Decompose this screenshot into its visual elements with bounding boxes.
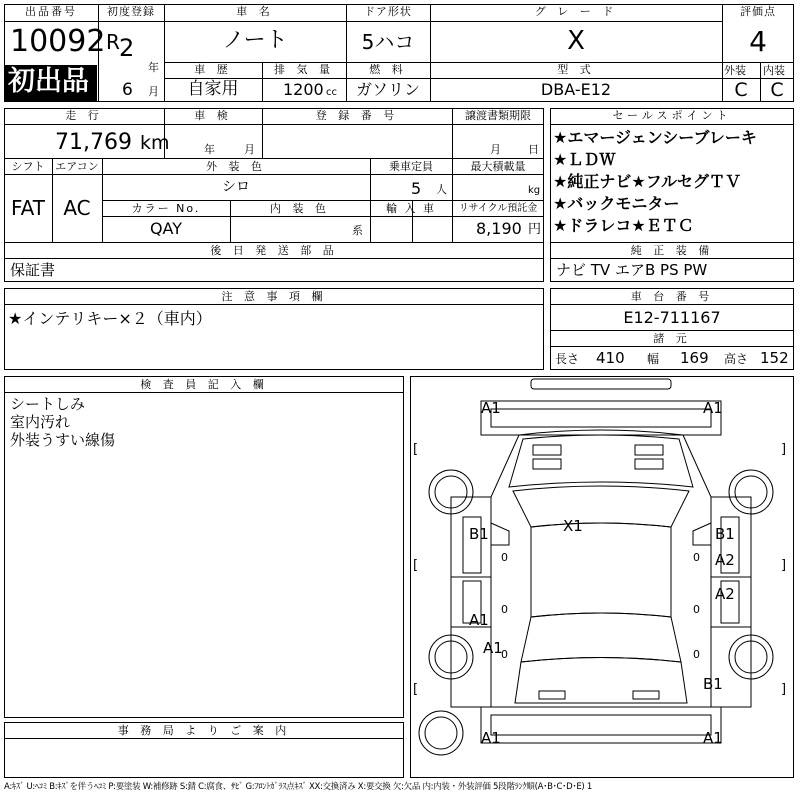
score-value: 4	[749, 25, 767, 58]
zero-mark: 0	[693, 551, 700, 564]
inspector-line: 外装うすい線傷	[10, 431, 116, 449]
door-type: 5ハコ	[361, 30, 415, 54]
history-value: 自家用	[187, 79, 239, 99]
max-load-label: 最大積載量	[470, 160, 526, 173]
mileage-label: 走 行	[65, 109, 103, 122]
zero-mark: 0	[693, 603, 700, 616]
era-letter: R	[106, 30, 120, 54]
color-no-value: QAY	[149, 219, 183, 238]
lot-label: 出品番号	[25, 5, 77, 18]
sales-points-label: セールスポイント	[612, 109, 732, 122]
displacement-unit: cc	[326, 87, 337, 98]
import-label: 輸 入 車	[386, 202, 436, 215]
displacement-value: 1200	[283, 80, 324, 99]
chassis-number: E12-711167	[623, 308, 721, 327]
mark-rear-right: A1	[703, 729, 723, 747]
score-label: 評価点	[740, 5, 776, 18]
model-value: DBA-E12	[540, 80, 612, 99]
mark-rear-left: A1	[481, 729, 501, 747]
inspection-month-unit: 月	[244, 143, 255, 156]
sales-point-item: ★エマージェンシーブレーキ	[553, 128, 757, 147]
recycle-unit: 円	[528, 222, 542, 237]
year-unit: 年	[148, 61, 159, 74]
aircon-label: エアコン	[55, 160, 99, 173]
bracket-mark: [	[413, 442, 419, 457]
mark-right-front-door-2: A2	[715, 551, 735, 569]
sales-point-item: ★純正ナビ★フルセグＴＶ	[553, 172, 742, 191]
exterior-grade: C	[734, 79, 748, 101]
inspector-label: 検 査 員 記 入 欄	[140, 378, 268, 391]
equipment-value: ナビ TV エアB PS PW	[556, 261, 708, 279]
capacity-unit: 人	[436, 183, 447, 196]
later-parts-value: 保証書	[10, 261, 56, 279]
interior-grade: C	[770, 79, 784, 101]
inspector-line: シートしみ	[10, 395, 86, 413]
color-no-label: カラー No.	[131, 202, 201, 215]
mark-left-rear-fender: A1	[483, 639, 503, 657]
zero-mark: 0	[501, 603, 508, 616]
sales-point-item: ★バックモニター	[553, 194, 680, 213]
office-label: 事 務 局 よ り ご 案 内	[117, 724, 291, 737]
width-value: 169	[680, 349, 709, 367]
first-reg-year: 2	[119, 34, 135, 62]
int-color-label: 内 装 色	[270, 202, 330, 215]
mileage-value: 71,769	[55, 130, 132, 155]
inspector-line: 室内汚れ	[10, 413, 71, 431]
mileage-unit: km	[140, 132, 170, 154]
reg-number-label: 登 録 番 号	[315, 109, 399, 122]
int-color-unit: 系	[352, 224, 363, 237]
recycle-label: リサイクル預託金	[458, 203, 538, 214]
bracket-mark: ]	[781, 442, 787, 457]
mark-front-right: A1	[703, 399, 723, 417]
zero-mark: 0	[501, 551, 508, 564]
inspection-label: 車 検	[194, 109, 232, 122]
car-name-label: 車 名	[236, 5, 274, 18]
model-label: 型 式	[557, 63, 595, 76]
first-reg-month: 6	[122, 80, 133, 100]
capacity-label: 乗車定員	[389, 160, 433, 173]
ext-color-label: 外 装 色	[206, 160, 266, 173]
displacement-label: 排 気 量	[274, 63, 334, 76]
shift-value: FAT	[10, 196, 45, 220]
dimensions-label: 諸 元	[653, 332, 691, 345]
mark-left-rear-door: A1	[469, 611, 489, 629]
deadline-month-unit: 月	[490, 143, 501, 156]
lot-number: 10092	[10, 24, 106, 59]
mark-roof: X1	[563, 517, 583, 535]
equipment-label: 純 正 装 備	[630, 244, 714, 257]
height-label: 高さ	[724, 352, 749, 366]
recycle-value: 8,190	[476, 219, 522, 238]
first-reg-label: 初度登録	[107, 5, 155, 18]
capacity-value: 5	[411, 179, 422, 198]
inspection-year-unit: 年	[204, 143, 215, 156]
grade-value: X	[567, 26, 585, 56]
mark-right-rear-fender: B1	[703, 675, 723, 693]
history-label: 車 歴	[194, 63, 232, 76]
sales-point-item: ★ＬＤＷ	[553, 150, 616, 169]
legend: A:ｷｽﾞ U:ﾍｺﾐ B:ｷｽﾞを伴うﾍｺﾐ P:要塗装 W:補修跡 S:錆 C:腐食、ｻﾋﾞ G:ﾌﾛﾝﾄｶﾞﾗｽ点ｷｽﾞ XX:交換済み X:要交換 欠:欠品 内:内装・外装評価 5段階ﾗﾝｸ順(A･B･C･D･E) 1	[4, 782, 592, 792]
height-value: 152	[760, 349, 789, 367]
month-unit: 月	[148, 85, 159, 98]
width-label: 幅	[647, 352, 660, 366]
sales-point-item: ★ドラレコ★ＥＴＣ	[553, 216, 694, 235]
grade-label: グ レ ー ド	[534, 5, 618, 18]
zero-mark: 0	[501, 648, 508, 661]
zero-mark: 0	[693, 648, 700, 661]
bracket-mark: ]	[781, 682, 787, 697]
length-value: 410	[596, 349, 625, 367]
bracket-mark: [	[413, 682, 419, 697]
mark-front-left: A1	[481, 399, 501, 417]
damage-diagram	[410, 376, 794, 778]
shift-label: シフト	[11, 160, 45, 173]
mark-right-front-door: B1	[715, 525, 735, 543]
length-label: 長さ	[555, 352, 580, 366]
deadline-day-unit: 日	[528, 143, 539, 156]
door-type-label: ドア形状	[364, 5, 412, 18]
bracket-mark: [	[413, 558, 419, 573]
mark-left-front-door: B1	[469, 525, 489, 543]
later-parts-label: 後 日 発 送 部 品	[210, 244, 338, 257]
first-listing-label: 初出品	[8, 66, 89, 97]
fuel-value: ガソリン	[355, 80, 420, 99]
notes-label: 注 意 事 項 欄	[221, 290, 327, 303]
max-load-unit: kg	[528, 185, 541, 196]
aircon-value: AC	[63, 196, 91, 220]
exterior-label: 外装	[724, 64, 746, 77]
chassis-label: 車 台 番 号	[630, 290, 714, 303]
fuel-label: 燃 料	[369, 63, 407, 76]
ext-color-value: シロ	[222, 179, 250, 195]
interior-label: 内装	[763, 64, 785, 77]
mark-right-rear-door: A2	[715, 585, 735, 603]
transfer-deadline-label: 譲渡書類期限	[465, 109, 531, 122]
bracket-mark: ]	[781, 558, 787, 573]
car-name: ノート	[222, 28, 288, 53]
notes-value: ★インテリキー×２（車内）	[8, 309, 212, 328]
